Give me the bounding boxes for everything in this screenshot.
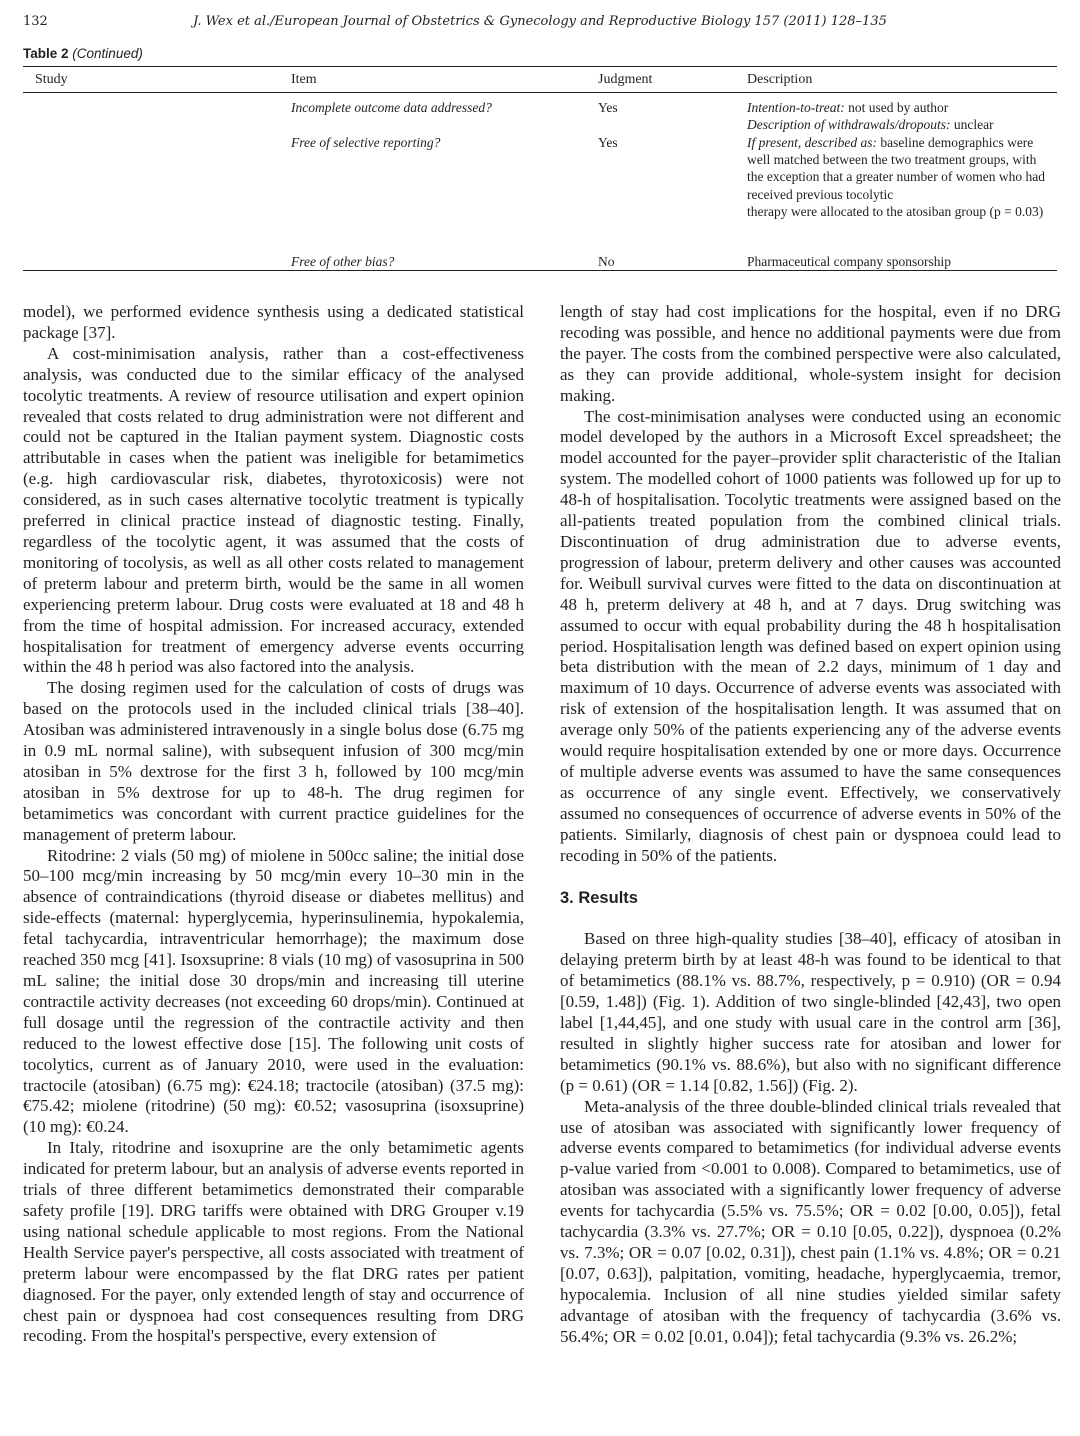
table-caption-note: (Continued): [72, 46, 143, 61]
table-cell-item: Incomplete outcome data addressed?: [291, 100, 492, 115]
right-text-column: [560, 302, 1061, 1348]
table-cell-description: [747, 99, 1052, 133]
left-text-column: [23, 302, 524, 1347]
column-header-description: Description: [747, 72, 813, 87]
table-label: Table 2: [23, 46, 69, 61]
column-header-item: Item: [291, 72, 317, 87]
table-cell-description: Pharmaceutical company sponsorship: [747, 254, 951, 269]
body-paragraph: The cost-minimisation analyses were conducted using an economic model developed by the authors in a Microsoft Excel spreadsheet; the model accounted for the payer–provider split characteristic of the Italian system. The modelled cohort of 1000 patients was followed up for up to 48-h of hospitalisation. Tocolytic treatments were assigned based on the all-patients treated population from the combined clinical trials. Discontinuation of drug administration due to adverse events, progression of labour, preterm delivery and other causes was accounted for. Weibull survival curves were fitted to the data on discontinuation at 48 h, preterm delivery at 48 h, and at 7 days. Drug switching was assumed to occur with equal probability during the 48 h hospitalisation period. Hospitalisation length was defined based on expert opinion using beta distribution with the mean of 2.2 days, minimum of 1 day and maximum of 10 days. Occurrence of adverse events was associated with risk of extension of the hospitalisation length. It was assumed that on average only 50% of the patients experiencing any of the adverse events would require hospitalisation extended by one or more days. Occurrence of multiple adverse events was assumed to have the same consequences as occurrence of any single event. Effectively, we conservatively assumed no consequences of occurrence of adverse events in 50% of the patients. Similarly, diagnosis of chest pain or dyspnoea could lead to recoding in 50% of the patients.: [560, 406, 1061, 865]
body-paragraph: In Italy, ritodrine and isoxuprine are the only betamimetic agents indicated for preterm labour, but an analysis of adverse events reported in trials of three different betamimetics demonstrated their comparable safety profile [19]. DRG tariffs were obtained with DRG Grouper v.19 using national schedule applicable to most regions. From the National Health Service payer's perspective, all costs associated with treatment of preterm labour were encompassed by the flat DRG rates per patient diagnosed. For the payer, only extended length of stay and occurrence of chest pain or dyspnoea had cost consequences resulting from DRG recoding. From the hospital's perspective, every extension of: [23, 1138, 524, 1346]
table-cell-judgment: Yes: [598, 100, 618, 115]
description-line: Description of withdrawals/dropouts: unclear: [747, 117, 994, 133]
table-cell-judgment: No: [598, 254, 615, 269]
body-paragraph: Meta-analysis of the three double-blinded clinical trials revealed that use of atosiban was associated with significantly lower frequency of adverse events compared to betamimetics (for individual adverse events p-value varied from <0.001 to 0.008). Compared to betamimetics, use of atosiban was associated with a significantly lower frequency of adverse events for tachycardia (5.5% vs. 75.5%; OR = 0.02 [0.00, 0.05]), fetal tachycardia (3.3% vs. 27.7%; OR = 0.10 [0.05, 0.22]), dyspnoea (0.2% vs. 7.3%; OR = 0.07 [0.02, 0.31]), chest pain (1.1% vs. 4.8%; OR = 0.21 [0.07, 0.63]), palpitation, vomiting, headache, hyperglycaemia, tremor, hypocalemia. Inclusion of all nine studies yielded similar safety advantage of atosiban with the frequency of tachycardia (3.6% vs. 56.4%; OR = 0.02 [0.01, 0.04]); fetal tachycardia (9.3% vs. 26.2%;: [560, 1096, 1061, 1346]
page-number: 132: [23, 14, 48, 29]
section-heading-results: 3. Results: [560, 889, 638, 908]
body-paragraph: Ritodrine: 2 vials (50 mg) of miolene in 500cc saline; the initial dose 50–100 mcg/min increasing by 50 mcg/min every 10–30 min in the absence of contraindications (thyroid disease or diabetes mellitus) and side-effects (maternal: hyperglycemia, hyperinsulinemia, hypokalemia, fetal tachycardia, intraventricular hemorrhage); the maximum dose reached 350 mcg [41]. Isoxsuprine: 8 vials (10 mg) of vasosuprina in 500 mL saline; the initial dose 30 drops/min and increasing till uterine contractile activity decreases (not exceeding 60 drops/min). Continued at full dosage until the regression of the contractile activity and then reduced to the lowest effective dose [15]. The following unit costs of tocolytics, current as of January 2010, were used in the evaluation: tractocile (atosiban) (6.75 mg): €24.18; tractocile (atosiban) (37.5 mg): €75.42; miolene (ritodrine) (50 mg): €0.52; vasosuprina (isoxsuprine) (10 mg): €0.24.: [23, 845, 524, 1137]
description-line: Intention-to-treat: not used by author: [747, 100, 949, 115]
description-paragraph: If present, described as: baseline demographics were well matched between the two treatment groups, with the exception that a greater number of women who had received previous tocolytic: [747, 135, 1046, 202]
table-cell-judgment: Yes: [598, 135, 618, 150]
body-paragraph: model), we performed evidence synthesis using a dedicated statistical package [37].: [23, 302, 524, 342]
journal-citation: J. Wex et al./European Journal of Obstetrics & Gynecology and Reproductive Biology 157 (2011) 128–135: [193, 14, 887, 29]
body-paragraph: length of stay had cost implications for the hospital, even if no DRG recoding was possible, and hence no additional payments were due from the payer. The costs from the combined perspective were also calculated, as they can provide additional, whole-system insight for decision making.: [560, 302, 1061, 405]
running-header: [23, 12, 1057, 34]
table-caption: [23, 46, 143, 61]
description-paragraph: therapy were allocated to the atosiban group (p = 0.03): [747, 203, 1044, 219]
table-cell-item: Free of selective reporting?: [291, 135, 441, 150]
column-header-judgment: Judgment: [598, 72, 653, 87]
column-header-study: Study: [35, 72, 68, 87]
table-cell-description: [747, 134, 1047, 220]
body-paragraph: A cost-minimisation analysis, rather than a cost-effectiveness analysis, was conducted due to the similar efficacy of the analysed tocolytic treatments. A review of resource utilisation and expert opinion revealed that costs related to drug administration were not different and could not be captured in the Italian payment system. Diagnostic costs attributable in cases when the patient was ineligible for betamimetics (e.g. high cardiovascular risk, diabetes, thyrotoxicosis) were not considered, as in such cases alternative tocolytic treatment is typically preferred in clinical practice instead of diagnostic testing. Finally, regardless of the tocolytic agent, it was assumed that the costs of monitoring of tocolysis, as well as all other costs related to management of preterm labour and preterm birth, would be the same in all women experiencing preterm labour. Drug costs were evaluated at 18 and 48 h from the time of hospital admission. For increased accuracy, extended hospitalisation for treatment of emergency adverse events occurring within the 48 h period was also factored into the analysis.: [23, 343, 524, 677]
table-cell-item: Free of other bias?: [291, 254, 395, 269]
table-top-rule: [23, 66, 1057, 67]
table-bottom-rule: [23, 270, 1057, 271]
body-paragraph: The dosing regimen used for the calculation of costs of drugs was based on the protocols used in the included clinical trials [38–40]. Atosiban was administered intravenously in a single bolus dose (6.75 mg in 0.9 mL normal saline), with subsequent infusion of 300 mcg/min atosiban in 5% dextrose for the first 3 h, followed by 100 mcg/min atosiban in 5% dextrose for up to 48-h. The drug regimen for betamimetics was concordant with current practice guidelines for the management of preterm labour.: [23, 678, 524, 844]
body-paragraph: Based on three high-quality studies [38–40], efficacy of atosiban in delaying preterm birth by at least 48-h was found to be identical to that of betamimetics (88.1% vs. 88.7%, respectively, p = 0.910) (OR = 0.94 [0.59, 1.48]) (Fig. 1). Addition of two single-blinded [42,43], two open label [1,44,45], and one study with usual care in the control arm [36], resulted in slightly higher success rate for atosiban and lower for betamimetics (90.1% vs. 88.6%), but also with no significant difference (p = 0.61) (OR = 1.14 [0.82, 1.56]) (Fig. 2).: [560, 929, 1061, 1095]
table-header-rule: [23, 92, 1057, 93]
